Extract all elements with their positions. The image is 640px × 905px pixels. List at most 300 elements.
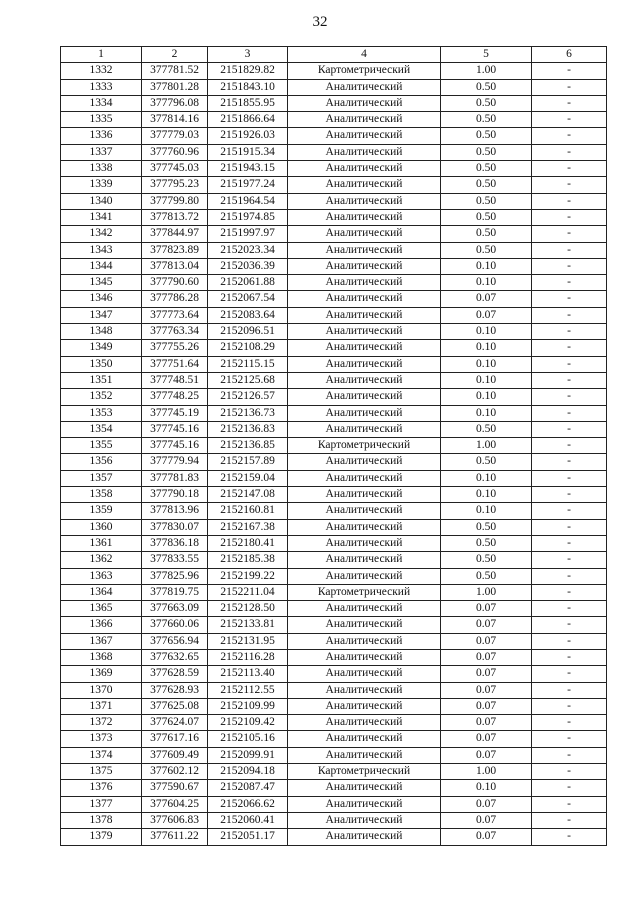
table-cell: - bbox=[532, 470, 607, 486]
table-cell: 0.10 bbox=[441, 340, 532, 356]
table-cell: 1348 bbox=[61, 324, 142, 340]
table-cell: 2152116.28 bbox=[208, 649, 288, 665]
column-header: 4 bbox=[288, 47, 441, 63]
table-row bbox=[61, 764, 607, 780]
table-row bbox=[61, 731, 607, 747]
table-cell: 0.50 bbox=[441, 568, 532, 584]
table-cell: Аналитический bbox=[288, 372, 441, 388]
table-row bbox=[61, 307, 607, 323]
table-cell: - bbox=[532, 601, 607, 617]
table-cell: 1374 bbox=[61, 747, 142, 763]
table-row bbox=[61, 421, 607, 437]
table-cell: - bbox=[532, 633, 607, 649]
table-row bbox=[61, 226, 607, 242]
table-cell: 377825.96 bbox=[142, 568, 208, 584]
table-cell: 377606.83 bbox=[142, 812, 208, 828]
table-cell: 2152136.85 bbox=[208, 438, 288, 454]
table-cell: 0.50 bbox=[441, 95, 532, 111]
table-cell: Аналитический bbox=[288, 95, 441, 111]
table-cell: 377760.96 bbox=[142, 144, 208, 160]
table-cell: 377748.25 bbox=[142, 389, 208, 405]
table-cell: 2152159.04 bbox=[208, 470, 288, 486]
table-cell: Аналитический bbox=[288, 421, 441, 437]
table-cell: Аналитический bbox=[288, 177, 441, 193]
table-cell: 0.07 bbox=[441, 307, 532, 323]
table-cell: 1377 bbox=[61, 796, 142, 812]
table-cell: 1366 bbox=[61, 617, 142, 633]
column-header: 5 bbox=[441, 47, 532, 63]
table-cell: 377833.55 bbox=[142, 552, 208, 568]
table-row bbox=[61, 535, 607, 551]
table-cell: 1345 bbox=[61, 275, 142, 291]
table-cell: 1332 bbox=[61, 63, 142, 79]
table-cell: 2152105.16 bbox=[208, 731, 288, 747]
table-cell: Аналитический bbox=[288, 324, 441, 340]
table-cell: 2152133.81 bbox=[208, 617, 288, 633]
table-body bbox=[61, 63, 607, 845]
table-cell: 1375 bbox=[61, 764, 142, 780]
table-row bbox=[61, 242, 607, 258]
table-cell: Аналитический bbox=[288, 682, 441, 698]
table-cell: 2151866.64 bbox=[208, 112, 288, 128]
table-cell: 0.50 bbox=[441, 161, 532, 177]
table-cell: Аналитический bbox=[288, 340, 441, 356]
table-cell: Аналитический bbox=[288, 79, 441, 95]
table-cell: 377656.94 bbox=[142, 633, 208, 649]
table-cell: 377823.89 bbox=[142, 242, 208, 258]
table-cell: 1365 bbox=[61, 601, 142, 617]
table-cell: - bbox=[532, 552, 607, 568]
table-cell: Аналитический bbox=[288, 812, 441, 828]
table-cell: 0.10 bbox=[441, 389, 532, 405]
table-cell: 2151926.03 bbox=[208, 128, 288, 144]
table-row bbox=[61, 324, 607, 340]
table-row bbox=[61, 79, 607, 95]
table-cell: Аналитический bbox=[288, 275, 441, 291]
table-cell: 1372 bbox=[61, 715, 142, 731]
table-row bbox=[61, 503, 607, 519]
table-cell: - bbox=[532, 421, 607, 437]
table-cell: 0.50 bbox=[441, 226, 532, 242]
table-row bbox=[61, 340, 607, 356]
table-cell: 2152131.95 bbox=[208, 633, 288, 649]
table-cell: - bbox=[532, 780, 607, 796]
column-header: 3 bbox=[208, 47, 288, 63]
table-cell: 2152211.04 bbox=[208, 584, 288, 600]
table-cell: 1367 bbox=[61, 633, 142, 649]
table-cell: 1360 bbox=[61, 519, 142, 535]
table-cell: 1363 bbox=[61, 568, 142, 584]
table-cell: 1350 bbox=[61, 356, 142, 372]
table-row bbox=[61, 666, 607, 682]
table-cell: 2152128.50 bbox=[208, 601, 288, 617]
table-cell: Аналитический bbox=[288, 747, 441, 763]
table-cell: 0.50 bbox=[441, 193, 532, 209]
table-row bbox=[61, 519, 607, 535]
table-cell: - bbox=[532, 161, 607, 177]
table-row bbox=[61, 568, 607, 584]
table-cell: 2152066.62 bbox=[208, 796, 288, 812]
table-cell: Аналитический bbox=[288, 796, 441, 812]
table-cell: 377745.16 bbox=[142, 438, 208, 454]
table-cell: 1.00 bbox=[441, 438, 532, 454]
table-row bbox=[61, 258, 607, 274]
table-cell: 2152023.34 bbox=[208, 242, 288, 258]
table-cell: 0.07 bbox=[441, 812, 532, 828]
table-cell: 0.50 bbox=[441, 177, 532, 193]
table-cell: Картометрический bbox=[288, 63, 441, 79]
table-cell: 0.07 bbox=[441, 715, 532, 731]
table-cell: 0.10 bbox=[441, 372, 532, 388]
table-cell: 1355 bbox=[61, 438, 142, 454]
table-row bbox=[61, 829, 607, 845]
table-cell: 0.50 bbox=[441, 535, 532, 551]
table-row bbox=[61, 405, 607, 421]
table-cell: - bbox=[532, 193, 607, 209]
table-cell: 0.10 bbox=[441, 487, 532, 503]
table-cell: 1346 bbox=[61, 291, 142, 307]
table-cell: 1373 bbox=[61, 731, 142, 747]
table-cell: 0.10 bbox=[441, 780, 532, 796]
table-cell: 2152099.91 bbox=[208, 747, 288, 763]
table-cell: 377781.83 bbox=[142, 470, 208, 486]
table-cell: Аналитический bbox=[288, 731, 441, 747]
table-cell: - bbox=[532, 291, 607, 307]
table-cell: 1368 bbox=[61, 649, 142, 665]
table-cell: 377790.60 bbox=[142, 275, 208, 291]
table-cell: - bbox=[532, 682, 607, 698]
table-cell: - bbox=[532, 649, 607, 665]
table-cell: 377830.07 bbox=[142, 519, 208, 535]
table-header-row bbox=[61, 47, 607, 63]
table-cell: 1358 bbox=[61, 487, 142, 503]
table-cell: 2151829.82 bbox=[208, 63, 288, 79]
table-cell: 377779.03 bbox=[142, 128, 208, 144]
table-cell: 1354 bbox=[61, 421, 142, 437]
table-cell: - bbox=[532, 503, 607, 519]
table-cell: - bbox=[532, 95, 607, 111]
table-cell: 0.50 bbox=[441, 421, 532, 437]
table-cell: 1371 bbox=[61, 698, 142, 714]
table-cell: - bbox=[532, 177, 607, 193]
table-cell: 377745.03 bbox=[142, 161, 208, 177]
table-cell: Аналитический bbox=[288, 307, 441, 323]
table-cell: Аналитический bbox=[288, 780, 441, 796]
table-cell: 2151943.15 bbox=[208, 161, 288, 177]
table-cell: 2152125.68 bbox=[208, 372, 288, 388]
table-cell: - bbox=[532, 535, 607, 551]
table-row bbox=[61, 633, 607, 649]
table-cell: 377786.28 bbox=[142, 291, 208, 307]
table-cell: - bbox=[532, 242, 607, 258]
table-cell: 2152096.51 bbox=[208, 324, 288, 340]
table-row bbox=[61, 470, 607, 486]
table-cell: Аналитический bbox=[288, 503, 441, 519]
table-cell: 2152185.38 bbox=[208, 552, 288, 568]
table-cell: 1341 bbox=[61, 209, 142, 225]
table-cell: - bbox=[532, 389, 607, 405]
table-cell: Аналитический bbox=[288, 666, 441, 682]
table-cell: Аналитический bbox=[288, 291, 441, 307]
table-cell: 2151997.97 bbox=[208, 226, 288, 242]
table-cell: 2152115.15 bbox=[208, 356, 288, 372]
table-cell: Картометрический bbox=[288, 438, 441, 454]
table-cell: Аналитический bbox=[288, 470, 441, 486]
coordinates-table bbox=[60, 46, 607, 846]
table-cell: 1339 bbox=[61, 177, 142, 193]
table-cell: 1.00 bbox=[441, 584, 532, 600]
table-cell: 0.07 bbox=[441, 796, 532, 812]
table-row bbox=[61, 487, 607, 503]
table-cell: - bbox=[532, 63, 607, 79]
table-cell: 1362 bbox=[61, 552, 142, 568]
table-cell: - bbox=[532, 372, 607, 388]
table-cell: 0.07 bbox=[441, 666, 532, 682]
table-cell: 377836.18 bbox=[142, 535, 208, 551]
table-row bbox=[61, 95, 607, 111]
table-cell: 2152199.22 bbox=[208, 568, 288, 584]
table-cell: 0.50 bbox=[441, 242, 532, 258]
table-row bbox=[61, 552, 607, 568]
table-cell: - bbox=[532, 812, 607, 828]
table-cell: 2152113.40 bbox=[208, 666, 288, 682]
table-cell: 1333 bbox=[61, 79, 142, 95]
column-header: 6 bbox=[532, 47, 607, 63]
table-cell: 2152060.41 bbox=[208, 812, 288, 828]
table-cell: 1359 bbox=[61, 503, 142, 519]
table-cell: 377751.64 bbox=[142, 356, 208, 372]
table-cell: 2152087.47 bbox=[208, 780, 288, 796]
table-row bbox=[61, 601, 607, 617]
table-cell: Аналитический bbox=[288, 193, 441, 209]
table-cell: - bbox=[532, 226, 607, 242]
table-cell: 377779.94 bbox=[142, 454, 208, 470]
table-cell: Аналитический bbox=[288, 568, 441, 584]
table-cell: 377795.23 bbox=[142, 177, 208, 193]
table-cell: 1376 bbox=[61, 780, 142, 796]
table-cell: 0.50 bbox=[441, 79, 532, 95]
table-cell: 0.50 bbox=[441, 128, 532, 144]
table-cell: 377814.16 bbox=[142, 112, 208, 128]
page-number: 32 bbox=[312, 14, 328, 30]
table-cell: 0.50 bbox=[441, 519, 532, 535]
table-cell: Аналитический bbox=[288, 112, 441, 128]
table-cell: Картометрический bbox=[288, 584, 441, 600]
table-cell: 1343 bbox=[61, 242, 142, 258]
table-cell: - bbox=[532, 405, 607, 421]
table-row bbox=[61, 454, 607, 470]
column-header: 2 bbox=[142, 47, 208, 63]
table-row bbox=[61, 112, 607, 128]
table-row bbox=[61, 209, 607, 225]
table-cell: 2152180.41 bbox=[208, 535, 288, 551]
table-cell: 2152051.17 bbox=[208, 829, 288, 845]
table-cell: 1347 bbox=[61, 307, 142, 323]
table-cell: 0.50 bbox=[441, 552, 532, 568]
table-cell: - bbox=[532, 731, 607, 747]
table-cell: 1.00 bbox=[441, 764, 532, 780]
table-cell: 2152094.18 bbox=[208, 764, 288, 780]
table-cell: - bbox=[532, 438, 607, 454]
table-cell: Аналитический bbox=[288, 633, 441, 649]
table-cell: Аналитический bbox=[288, 487, 441, 503]
table-cell: 2152109.99 bbox=[208, 698, 288, 714]
table-cell: 2151855.95 bbox=[208, 95, 288, 111]
table-cell: 377844.97 bbox=[142, 226, 208, 242]
table-cell: - bbox=[532, 340, 607, 356]
table-cell: 377624.07 bbox=[142, 715, 208, 731]
table-cell: Аналитический bbox=[288, 226, 441, 242]
table-cell: - bbox=[532, 617, 607, 633]
table-cell: 1337 bbox=[61, 144, 142, 160]
table-cell: 1340 bbox=[61, 193, 142, 209]
table-cell: - bbox=[532, 258, 607, 274]
table-cell: 2152126.57 bbox=[208, 389, 288, 405]
table-cell: 377813.04 bbox=[142, 258, 208, 274]
table-cell: 1338 bbox=[61, 161, 142, 177]
table-cell: - bbox=[532, 666, 607, 682]
table-row bbox=[61, 372, 607, 388]
table-cell: 377602.12 bbox=[142, 764, 208, 780]
table-cell: 0.10 bbox=[441, 470, 532, 486]
table-cell: - bbox=[532, 698, 607, 714]
table-cell: Аналитический bbox=[288, 649, 441, 665]
table-cell: 377609.49 bbox=[142, 747, 208, 763]
table-cell: 377813.72 bbox=[142, 209, 208, 225]
table-cell: 0.10 bbox=[441, 405, 532, 421]
table-cell: 0.07 bbox=[441, 617, 532, 633]
table-cell: 377763.34 bbox=[142, 324, 208, 340]
table-row bbox=[61, 812, 607, 828]
table-row bbox=[61, 128, 607, 144]
table-cell: 377590.67 bbox=[142, 780, 208, 796]
table-cell: 1356 bbox=[61, 454, 142, 470]
table-cell: 1351 bbox=[61, 372, 142, 388]
table-cell: 2152167.38 bbox=[208, 519, 288, 535]
table-cell: 2152109.42 bbox=[208, 715, 288, 731]
table-cell: 0.50 bbox=[441, 209, 532, 225]
table-cell: Картометрический bbox=[288, 764, 441, 780]
table-cell: - bbox=[532, 829, 607, 845]
table-cell: 0.50 bbox=[441, 144, 532, 160]
table-cell: - bbox=[532, 747, 607, 763]
table-cell: 0.10 bbox=[441, 258, 532, 274]
table-cell: - bbox=[532, 324, 607, 340]
table-cell: - bbox=[532, 307, 607, 323]
table-cell: Аналитический bbox=[288, 128, 441, 144]
table-cell: 377781.52 bbox=[142, 63, 208, 79]
table-cell: Аналитический bbox=[288, 242, 441, 258]
table-cell: 377628.59 bbox=[142, 666, 208, 682]
table-cell: Аналитический bbox=[288, 535, 441, 551]
table-cell: 1352 bbox=[61, 389, 142, 405]
table-cell: - bbox=[532, 715, 607, 731]
table-cell: 1344 bbox=[61, 258, 142, 274]
table-cell: - bbox=[532, 454, 607, 470]
table-cell: 377745.16 bbox=[142, 421, 208, 437]
column-header: 1 bbox=[61, 47, 142, 63]
table-cell: 0.07 bbox=[441, 633, 532, 649]
table-cell: 2152067.54 bbox=[208, 291, 288, 307]
table-cell: 377663.09 bbox=[142, 601, 208, 617]
table-cell: 0.10 bbox=[441, 324, 532, 340]
table-cell: 377748.51 bbox=[142, 372, 208, 388]
table-cell: 2151915.34 bbox=[208, 144, 288, 160]
table-cell: - bbox=[532, 144, 607, 160]
table-cell: 377632.65 bbox=[142, 649, 208, 665]
table-cell: 2151843.10 bbox=[208, 79, 288, 95]
table-cell: 1353 bbox=[61, 405, 142, 421]
table-cell: 377755.26 bbox=[142, 340, 208, 356]
table-cell: 1.00 bbox=[441, 63, 532, 79]
table-cell: 377604.25 bbox=[142, 796, 208, 812]
table-cell: 377745.19 bbox=[142, 405, 208, 421]
table-cell: 377799.80 bbox=[142, 193, 208, 209]
table-cell: 1334 bbox=[61, 95, 142, 111]
table-cell: Аналитический bbox=[288, 209, 441, 225]
table-cell: 1349 bbox=[61, 340, 142, 356]
table-cell: - bbox=[532, 584, 607, 600]
table-cell: 0.07 bbox=[441, 682, 532, 698]
table-cell: 377819.75 bbox=[142, 584, 208, 600]
table-cell: 0.10 bbox=[441, 503, 532, 519]
table-cell: 2152112.55 bbox=[208, 682, 288, 698]
table-cell: 377790.18 bbox=[142, 487, 208, 503]
table-row bbox=[61, 617, 607, 633]
table-row bbox=[61, 780, 607, 796]
table-row bbox=[61, 389, 607, 405]
table-cell: 2152147.08 bbox=[208, 487, 288, 503]
table-cell: 1370 bbox=[61, 682, 142, 698]
table-cell: 1335 bbox=[61, 112, 142, 128]
table-cell: Аналитический bbox=[288, 829, 441, 845]
table-row bbox=[61, 584, 607, 600]
table-cell: Аналитический bbox=[288, 601, 441, 617]
table-cell: 377813.96 bbox=[142, 503, 208, 519]
table-row bbox=[61, 438, 607, 454]
table-row bbox=[61, 63, 607, 79]
table-cell: 0.07 bbox=[441, 698, 532, 714]
table-cell: 377625.08 bbox=[142, 698, 208, 714]
table-cell: Аналитический bbox=[288, 698, 441, 714]
table-cell: 377660.06 bbox=[142, 617, 208, 633]
table-cell: 2152157.89 bbox=[208, 454, 288, 470]
table-cell: 2151964.54 bbox=[208, 193, 288, 209]
table-cell: 377611.22 bbox=[142, 829, 208, 845]
table-cell: 2152136.83 bbox=[208, 421, 288, 437]
table-cell: Аналитический bbox=[288, 519, 441, 535]
table-cell: 2152036.39 bbox=[208, 258, 288, 274]
table-cell: 377617.16 bbox=[142, 731, 208, 747]
table-cell: 1378 bbox=[61, 812, 142, 828]
table-cell: 2151977.24 bbox=[208, 177, 288, 193]
table-row bbox=[61, 177, 607, 193]
table-cell: 377773.64 bbox=[142, 307, 208, 323]
table-cell: 2151974.85 bbox=[208, 209, 288, 225]
table-cell: 0.07 bbox=[441, 649, 532, 665]
table-cell: - bbox=[532, 79, 607, 95]
table-row bbox=[61, 275, 607, 291]
table-row bbox=[61, 291, 607, 307]
table-cell: 0.07 bbox=[441, 747, 532, 763]
table-cell: 0.50 bbox=[441, 112, 532, 128]
table-cell: 0.07 bbox=[441, 829, 532, 845]
table-cell: 1369 bbox=[61, 666, 142, 682]
table-cell: 0.50 bbox=[441, 454, 532, 470]
table-cell: 1361 bbox=[61, 535, 142, 551]
table-cell: 0.07 bbox=[441, 731, 532, 747]
table-cell: - bbox=[532, 519, 607, 535]
